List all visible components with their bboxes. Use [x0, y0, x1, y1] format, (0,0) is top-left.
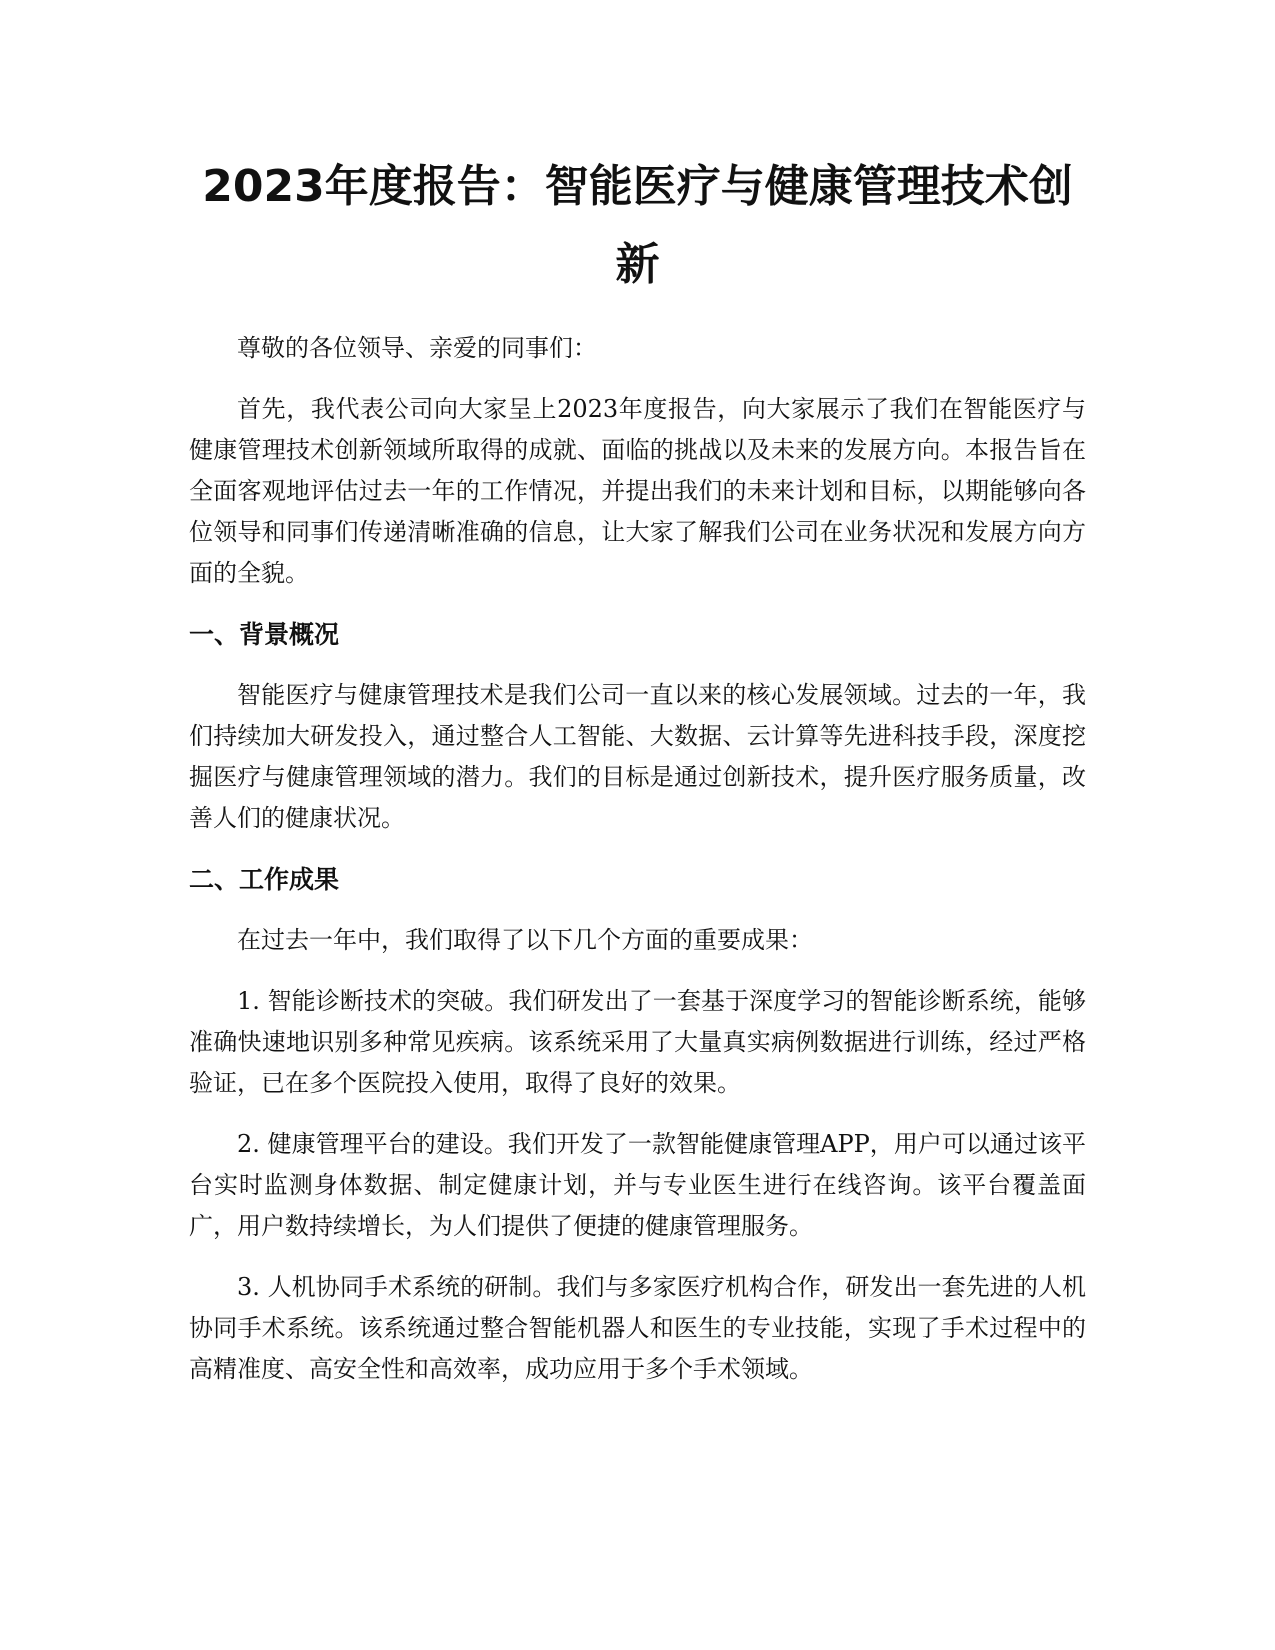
section-heading: 二、工作成果	[189, 865, 340, 894]
achievement-item: 2. 健康管理平台的建设。我们开发了一款智能健康管理APP，用户可以通过该平台实时监测身体数据、制定健康计划，并与专业医生进行在线咨询。该平台覆盖面广，用户数持续增长，为人们提供了便捷的健康管理服务。	[189, 1130, 1086, 1240]
section-paragraph: 智能医疗与健康管理技术是我们公司一直以来的核心发展领域。过去的一年，我们持续加大研发投入，通过整合人工智能、大数据、云计算等先进科技手段，深度挖掘医疗与健康管理领域的潜力。我们的目标是通过创新技术，提升医疗服务质量，改善人们的健康状况。	[189, 681, 1086, 832]
section-background	[189, 614, 1086, 839]
salutation: 尊敬的各位领导、亲爱的同事们：	[237, 334, 597, 362]
section-achievements	[189, 859, 1086, 1390]
intro-paragraph: 首先，我代表公司向大家呈上2023年度报告，向大家展示了我们在智能医疗与健康管理技术创新领域所取得的成就、面临的挑战以及未来的发展方向。本报告旨在全面客观地评估过去一年的工作情况，并提出我们的未来计划和目标，以期能够向各位领导和同事们传递清晰准确的信息，让大家了解我们公司在业务状况和发展方向方面的全貌。	[189, 395, 1086, 587]
achievement-item: 3. 人机协同手术系统的研制。我们与多家医疗机构合作，研发出一套先进的人机协同手术系统。该系统通过整合智能机器人和医生的专业技能，实现了手术过程中的高精准度、高安全性和高效率，成功应用于多个手术领域。	[189, 1273, 1086, 1383]
document-body	[189, 148, 1086, 1410]
section-paragraph: 在过去一年中，我们取得了以下几个方面的重要成果：	[237, 926, 813, 954]
section-heading: 一、背景概况	[189, 620, 340, 649]
achievement-item: 1. 智能诊断技术的突破。我们研发出了一套基于深度学习的智能诊断系统，能够准确快速地识别多种常见疾病。该系统采用了大量真实病例数据进行训练，经过严格验证，已在多个医院投入使用，取得了良好的效果。	[189, 987, 1086, 1097]
document-title: 2023年度报告：智能医疗与健康管理技术创新	[202, 161, 1073, 290]
